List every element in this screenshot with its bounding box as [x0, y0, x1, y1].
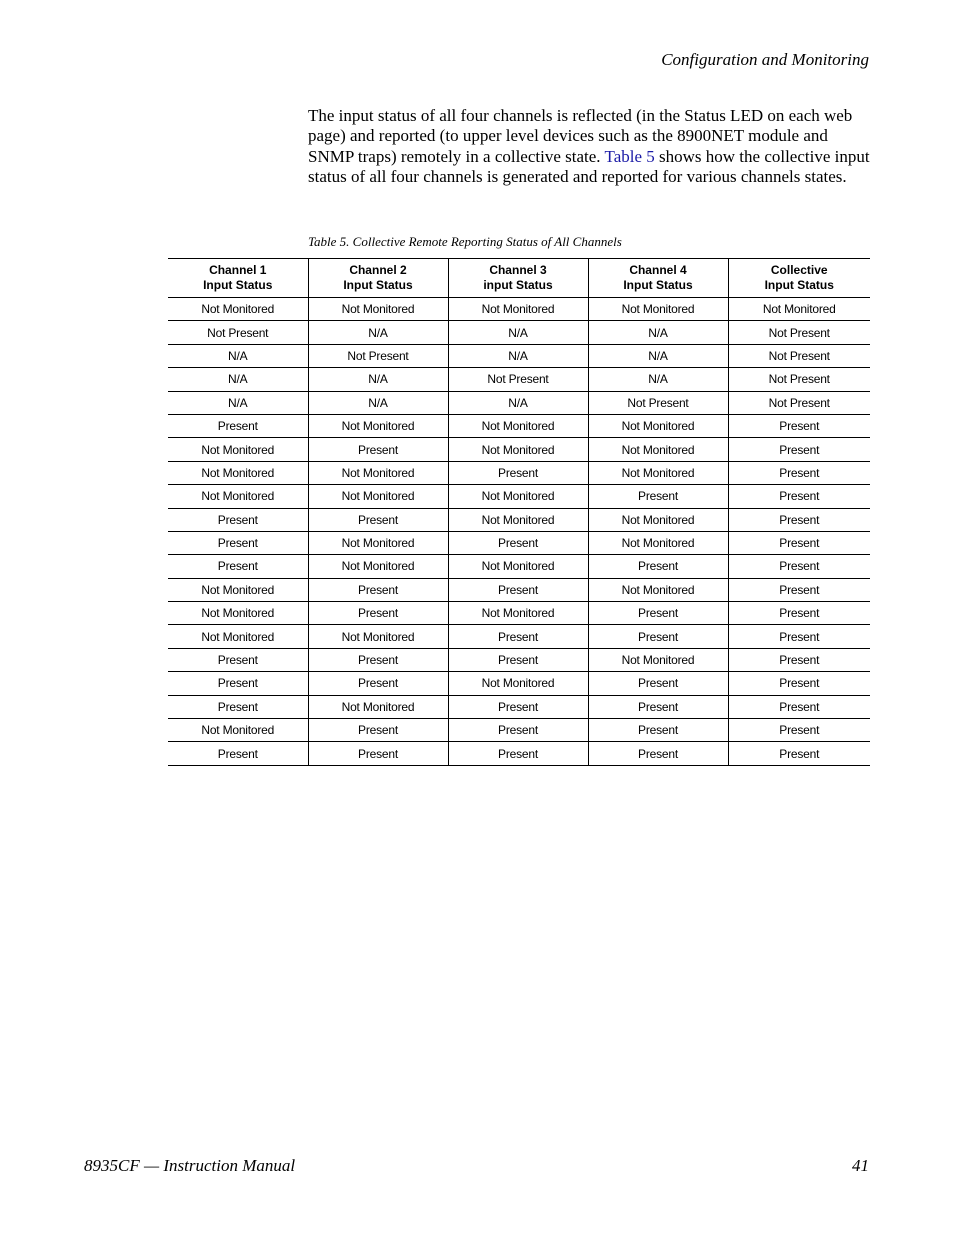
table-cell: N/A — [448, 391, 588, 414]
table-cell: Present — [308, 719, 448, 742]
table-cell: Not Monitored — [588, 648, 728, 671]
table-cell: Not Monitored — [168, 578, 308, 601]
table-cell: Present — [448, 578, 588, 601]
table-cell: Present — [308, 742, 448, 765]
table-cell: Not Monitored — [448, 672, 588, 695]
table-cell: Not Monitored — [448, 555, 588, 578]
table-cell: N/A — [168, 344, 308, 367]
table-cell: Present — [168, 531, 308, 554]
table-cell: Not Monitored — [168, 298, 308, 321]
table-row — [168, 531, 870, 554]
table-cell: Present — [308, 648, 448, 671]
table-row — [168, 602, 870, 625]
table-cell: Present — [728, 719, 870, 742]
column-header-line: Channel 1 — [209, 263, 267, 277]
table-cell: Present — [168, 555, 308, 578]
table-cell: Present — [728, 695, 870, 718]
column-header-line: Input Status — [203, 278, 273, 292]
table-cell: Present — [448, 742, 588, 765]
table-cell: Present — [448, 461, 588, 484]
table-row — [168, 414, 870, 437]
table-cell: Not Monitored — [308, 625, 448, 648]
table-cell: Not Monitored — [308, 695, 448, 718]
intro-paragraph — [308, 106, 870, 188]
table-cell: Not Monitored — [168, 485, 308, 508]
table-cell: N/A — [168, 391, 308, 414]
running-header: Configuration and Monitoring — [661, 50, 869, 69]
table-row — [168, 508, 870, 531]
table-cell: Not Monitored — [588, 414, 728, 437]
table-cell: Present — [728, 555, 870, 578]
table-cell: Present — [728, 602, 870, 625]
table-cell: Not Monitored — [588, 508, 728, 531]
column-header-5 — [728, 259, 870, 298]
table-cell: N/A — [308, 368, 448, 391]
table-cell: Present — [448, 625, 588, 648]
table-cell: Not Present — [728, 321, 870, 344]
table-cell: Present — [728, 742, 870, 765]
column-header-line: Input Status — [764, 278, 834, 292]
table-cell: Not Monitored — [588, 298, 728, 321]
table-cell: Present — [728, 485, 870, 508]
table-cell: Present — [588, 555, 728, 578]
table-cell: Not Monitored — [308, 414, 448, 437]
table-cell: Not Monitored — [448, 508, 588, 531]
table-cell: Present — [308, 508, 448, 531]
column-header-line: Channel 3 — [489, 263, 547, 277]
table-cell: Present — [308, 578, 448, 601]
table-row — [168, 742, 870, 765]
table-cell: Not Present — [588, 391, 728, 414]
table-cell: Not Monitored — [588, 578, 728, 601]
table-cell: Not Present — [728, 344, 870, 367]
table-cell: Not Present — [448, 368, 588, 391]
table-cell: Not Monitored — [588, 438, 728, 461]
table-cell: Present — [308, 602, 448, 625]
table-row — [168, 438, 870, 461]
table-cell: Present — [168, 648, 308, 671]
column-header-line: Input Status — [343, 278, 413, 292]
table-cell: Present — [448, 648, 588, 671]
table-cell: Not Present — [308, 344, 448, 367]
table-cell: Present — [168, 695, 308, 718]
table-cell: Present — [588, 602, 728, 625]
table-cell: Not Present — [168, 321, 308, 344]
table-cell: Not Monitored — [308, 298, 448, 321]
column-header-1 — [168, 259, 308, 298]
table-cell: Not Monitored — [168, 438, 308, 461]
table-row — [168, 298, 870, 321]
table-row — [168, 578, 870, 601]
table-row — [168, 321, 870, 344]
table-row — [168, 648, 870, 671]
table-cell: Present — [308, 438, 448, 461]
table-cell: Not Present — [728, 368, 870, 391]
table-row — [168, 695, 870, 718]
table-row — [168, 461, 870, 484]
table-row — [168, 391, 870, 414]
table-cell: Present — [168, 742, 308, 765]
table-cell: Present — [728, 438, 870, 461]
table-cell: Present — [588, 485, 728, 508]
table-caption: Table 5. Collective Remote Reporting Status of All Channels — [308, 234, 622, 249]
table-row — [168, 625, 870, 648]
table-cell: Present — [168, 508, 308, 531]
table-cell: Present — [168, 414, 308, 437]
column-header-line: Collective — [770, 263, 828, 277]
table-row — [168, 368, 870, 391]
table-cell: Present — [728, 414, 870, 437]
column-header-4 — [588, 259, 728, 298]
table-cell: N/A — [448, 321, 588, 344]
table-cell: Not Monitored — [168, 602, 308, 625]
footer-page-number: 41 — [852, 1156, 869, 1175]
table-row — [168, 485, 870, 508]
table-cell: N/A — [448, 344, 588, 367]
table-cell: Present — [728, 461, 870, 484]
table-cell: Not Monitored — [168, 719, 308, 742]
table-cell: Not Monitored — [308, 531, 448, 554]
intro-text-before: The input status of all four channels is reflected (in the Status LED on each web page) and reported (to upper level devices such as the 8900NET module and SNMP traps) remotely in a collective state. — [308, 106, 853, 166]
table-cell: N/A — [588, 321, 728, 344]
table-cell: N/A — [308, 321, 448, 344]
table-cell: Present — [448, 531, 588, 554]
column-header-line: Input Status — [623, 278, 693, 292]
table-cell: Present — [448, 719, 588, 742]
table-cell: Present — [588, 672, 728, 695]
table-cell: Present — [448, 695, 588, 718]
table-row — [168, 344, 870, 367]
table-cell: Not Monitored — [168, 461, 308, 484]
table-cell: Not Monitored — [448, 485, 588, 508]
column-header-3 — [448, 259, 588, 298]
table-cell: Present — [588, 695, 728, 718]
table-cell: Present — [168, 672, 308, 695]
table-cell: Not Monitored — [588, 531, 728, 554]
collective-status-table — [168, 258, 870, 766]
table-cell: Not Monitored — [448, 414, 588, 437]
table-cell: Present — [728, 648, 870, 671]
table-cell: Present — [588, 625, 728, 648]
table-cell: Present — [308, 672, 448, 695]
table-cell: Present — [728, 672, 870, 695]
table-cell: Not Monitored — [168, 625, 308, 648]
table-cell: Present — [728, 531, 870, 554]
table-cell: Not Monitored — [448, 602, 588, 625]
table-cell: Present — [588, 719, 728, 742]
intro-text-after: shows how the collective input status of all four channels is generated and reported for various channels states. — [308, 146, 870, 187]
table-cell: N/A — [588, 368, 728, 391]
table-row — [168, 719, 870, 742]
table-body — [168, 298, 870, 766]
table-cell: Present — [728, 508, 870, 531]
table-cell: Not Monitored — [448, 298, 588, 321]
table-5-link[interactable]: Table 5 — [604, 146, 655, 166]
column-header-line: Channel 4 — [629, 263, 687, 277]
table-row — [168, 555, 870, 578]
table-cell: Present — [588, 742, 728, 765]
column-header-2 — [308, 259, 448, 298]
table-cell: N/A — [308, 391, 448, 414]
table-cell: Not Monitored — [308, 485, 448, 508]
table-cell: N/A — [168, 368, 308, 391]
table-header-row — [168, 259, 870, 298]
footer-manual-title: 8935CF — Instruction Manual — [84, 1156, 296, 1175]
table-cell: Not Present — [728, 391, 870, 414]
table-cell: Not Monitored — [308, 555, 448, 578]
table-cell: Not Monitored — [728, 298, 870, 321]
table-cell: Not Monitored — [588, 461, 728, 484]
table-cell: Present — [728, 625, 870, 648]
table-cell: N/A — [588, 344, 728, 367]
column-header-line: Channel 2 — [349, 263, 407, 277]
table-cell: Not Monitored — [308, 461, 448, 484]
table-cell: Not Monitored — [448, 438, 588, 461]
column-header-line: input Status — [483, 278, 553, 292]
table-cell: Present — [728, 578, 870, 601]
table-row — [168, 672, 870, 695]
